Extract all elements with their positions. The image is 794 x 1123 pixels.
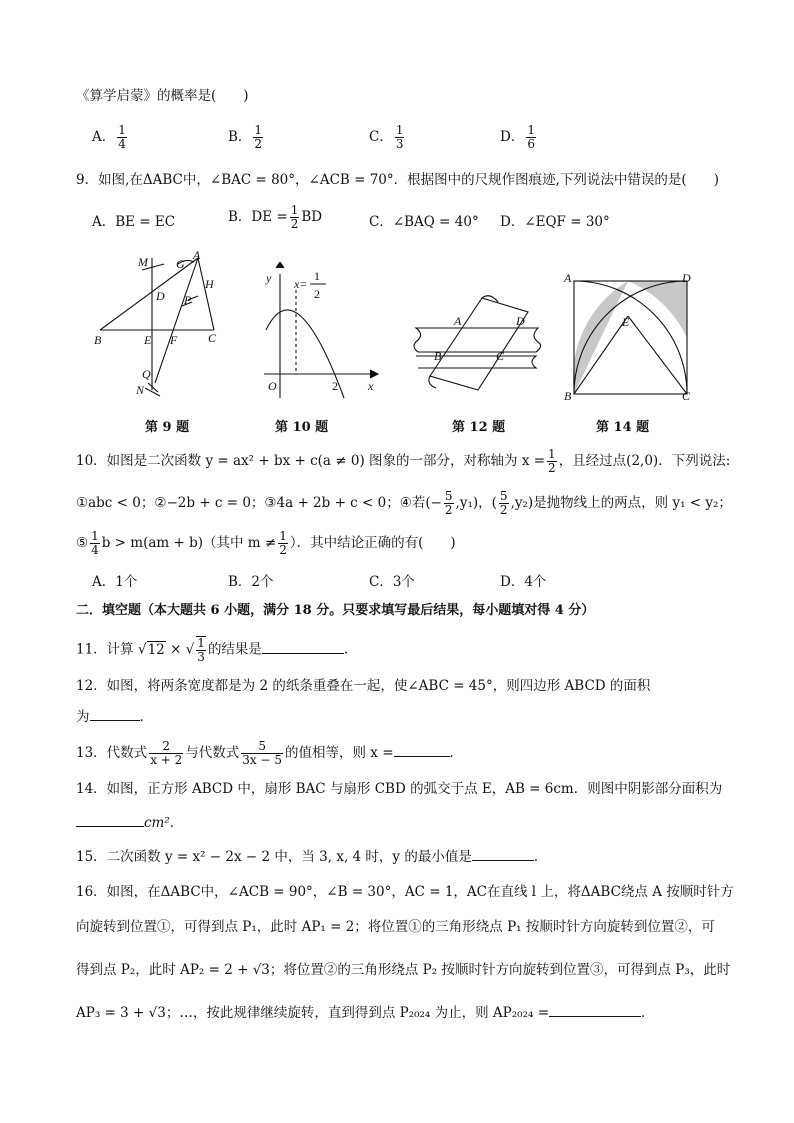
q11: 11．计算 √12 × √ $\frac{1}{3}$ 的结果是 ． bbox=[76, 636, 358, 664]
fig9-label-b: B bbox=[94, 333, 102, 347]
q16-answer-blank[interactable] bbox=[549, 1002, 641, 1017]
fig9-label-g: G bbox=[176, 257, 185, 271]
q9-option-a: A．BE = EC bbox=[92, 214, 176, 230]
fig9-label-p: P bbox=[184, 293, 192, 307]
q9-option-b: B．DE = $\frac{1}{2}$ BD bbox=[228, 203, 323, 231]
figure-10 bbox=[258, 262, 388, 402]
fig12-label-b: B bbox=[434, 349, 442, 363]
fig12-label-d: D bbox=[516, 314, 525, 328]
fig12-label-a: A bbox=[454, 314, 462, 328]
q9-option-d: D．∠EQF = 30° bbox=[500, 214, 610, 230]
q10-option-d: D．4个 bbox=[500, 574, 547, 590]
q16-line-4: AP₃ = 3 + √3；…，按此规律继续旋转，直到得到点 P₂₀₂₄ 为止，则 AP₂₀₂₄ = ． bbox=[76, 1002, 655, 1023]
q14-line-2: cm²． bbox=[76, 812, 183, 833]
fig9-label-m: M bbox=[138, 255, 148, 269]
q9-stem: 9．如图,在ΔABC中，∠BAC = 80°，∠ACB = 70°．根据图中的尺规作图痕迹,下列说法中错误的是( ) bbox=[76, 172, 719, 188]
q8-stem: 《算学启蒙》的概率是( ) bbox=[76, 88, 249, 104]
figure-14 bbox=[560, 270, 700, 405]
figure-9 bbox=[90, 248, 230, 403]
q14-line-1: 14．如图，正方形 ABCD 中，扇形 BAC 与扇形 CBD 的弧交于点 E，AB = 6cm．则图中阴影部分面积为 bbox=[76, 781, 723, 797]
fig9-label-d: D bbox=[156, 289, 165, 303]
fig9-label-h: H bbox=[205, 277, 214, 291]
q16-line-1: 16．如图，在ΔABC中，∠ACB = 90°，∠B = 30°，AC = 1，AC在直线 l 上，将ΔABC绕点 A 按顺时针方 bbox=[76, 884, 734, 900]
q12-line-2: 为 ． bbox=[76, 706, 153, 727]
q8-option-d: D． $\frac{1}{6}$ bbox=[500, 123, 535, 151]
q11-answer-blank[interactable] bbox=[262, 639, 344, 654]
q13-answer-blank[interactable] bbox=[394, 742, 450, 757]
fig10-label-axis-eq: x= bbox=[294, 277, 308, 291]
fig14-label-a: A bbox=[564, 271, 572, 285]
fig9-label-n: N bbox=[136, 383, 145, 397]
fig10-label-den: 2 bbox=[314, 287, 320, 301]
q16-line-3: 得到点 P₂，此时 AP₂ = 2 + √3；将位置②的三角形绕点 P₂ 按顺时针方向旋转到位置③，可得到点 P₃，此时 bbox=[76, 962, 731, 978]
q8-option-b: B． $\frac{1}{2}$ bbox=[228, 123, 263, 151]
fig10-label-o: O bbox=[268, 379, 277, 393]
q9-option-c: C．∠BAQ = 40° bbox=[369, 214, 479, 230]
q10-option-b: B．2个 bbox=[228, 574, 274, 590]
q10-line-3: ⑤ $\frac{1}{4}$ b > m(am + b)（其中 m ≠ $\frac{1}{2}$ ）．其中结论正确的有( ) bbox=[76, 529, 456, 557]
fig12-label-c: C bbox=[496, 349, 505, 363]
q8-option-a: A． $\frac{1}{4}$ bbox=[92, 123, 126, 151]
q10-option-c: C．3个 bbox=[369, 574, 415, 590]
fig9-label-e: E bbox=[144, 333, 152, 347]
q16-line-2: 向旋转到位置①，可得到点 P₁，此时 AP₁ = 2；将位置①的三角形绕点 P₁ 按顺时针方向旋转到位置②，可 bbox=[76, 919, 715, 935]
q12-line-1: 12．如图，将两条宽度都是为 2 的纸条重叠在一起，使∠ABC = 45°，则四边形 ABCD 的面积 bbox=[76, 678, 651, 694]
fig9-label-a: A bbox=[193, 248, 201, 262]
q15: 15．二次函数 y = x² − 2x − 2 中，当 3, x, 4 时，y 的最小值是 ． bbox=[76, 846, 547, 867]
q13: 13．代数式 $\frac{2}{x + 2}$ 与代数式 $\frac{5}{3x - 5}$ 的值相等，则 x = ． bbox=[76, 739, 464, 767]
fig10-label-y: y bbox=[266, 271, 272, 285]
q12-answer-blank[interactable] bbox=[90, 706, 140, 721]
fig10-caption: 第 10 题 bbox=[275, 420, 329, 435]
fig12-caption: 第 12 题 bbox=[452, 420, 506, 435]
fig9-label-f: F bbox=[170, 333, 178, 347]
section-2-heading: 二．填空题（本大题共 6 小题，满分 18 分。只要求填写最后结果，每小题填对得 4 分） bbox=[76, 603, 595, 618]
q10-option-a: A．1个 bbox=[92, 574, 138, 590]
fig14-label-e: E bbox=[622, 315, 630, 329]
fig10-label-two: 2 bbox=[332, 379, 338, 393]
fig14-caption: 第 14 题 bbox=[596, 420, 650, 435]
fig9-label-q: Q bbox=[142, 367, 151, 381]
fig10-label-x: x bbox=[368, 379, 374, 393]
q14-answer-blank[interactable] bbox=[76, 812, 144, 827]
figure-12 bbox=[408, 290, 548, 395]
q15-answer-blank[interactable] bbox=[472, 846, 534, 861]
fig9-label-c: C bbox=[208, 331, 217, 345]
fig14-label-d: D bbox=[682, 271, 691, 285]
fig14-label-c: C bbox=[682, 389, 691, 403]
fig9-caption: 第 9 题 bbox=[145, 420, 190, 435]
q10-line-1: 10．如图是二次函数 y = ax² + bx + c(a ≠ 0) 图象的一部分，对称轴为 x = $\frac{1}{2}$ ，且经过点(2,0)．下列说法: bbox=[76, 447, 731, 475]
q8-option-c: C． $\frac{1}{3}$ bbox=[369, 123, 404, 151]
fig14-label-b: B bbox=[564, 389, 572, 403]
q10-line-2: ①abc < 0；②−2b + c = 0；③4a + 2b + c < 0；④若(− $\frac{5}{2}$ ,y₁)，( $\frac{5}{2}$ ,y₂)是抛物线上的两点，则 y₁ < y₂； bbox=[76, 489, 732, 517]
fig10-label-num: 1 bbox=[314, 269, 320, 283]
